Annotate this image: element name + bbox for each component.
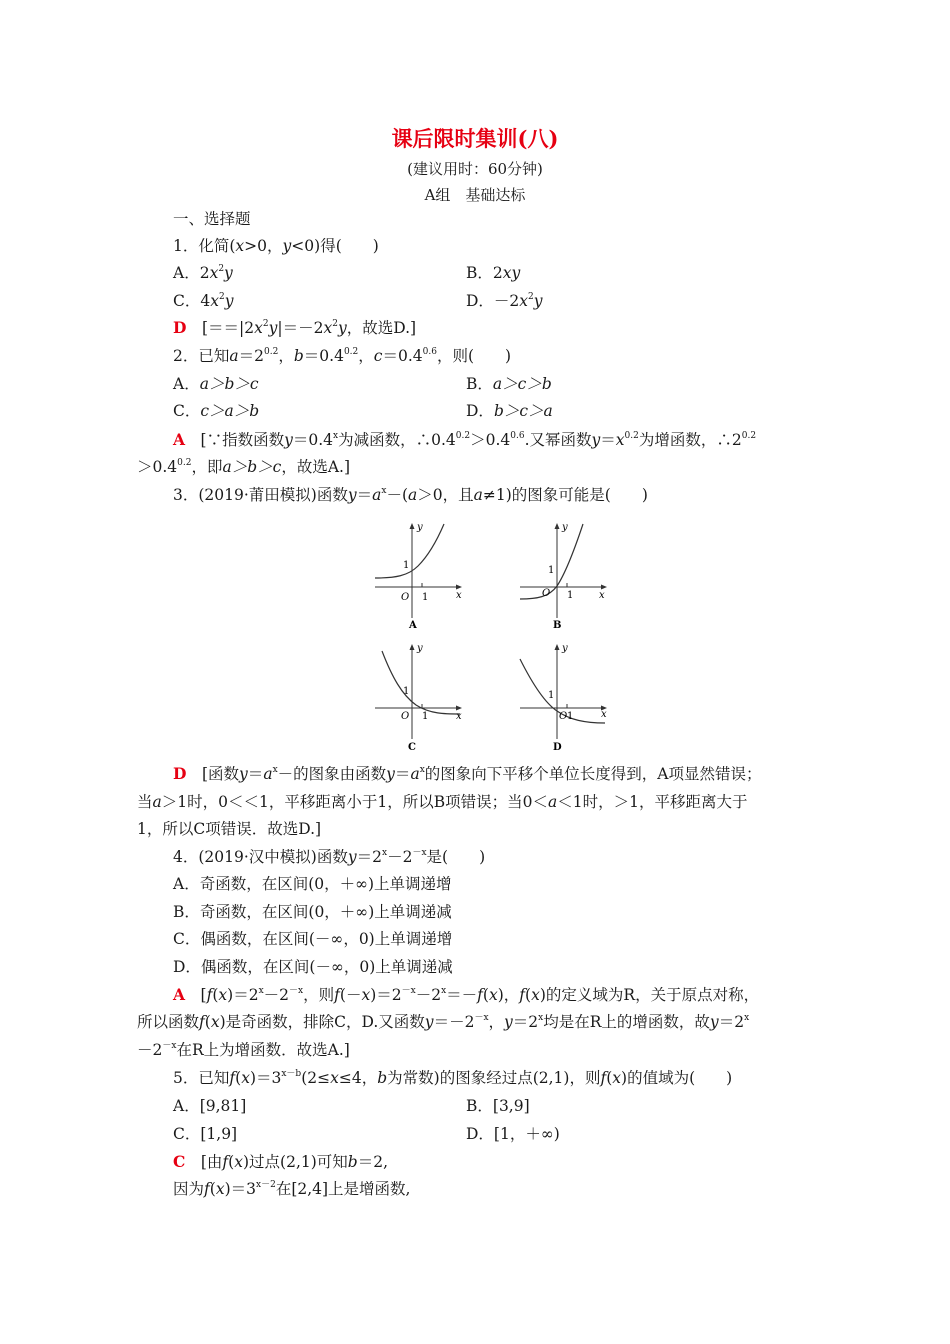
q4-answer-line2: 所以函数f(x)是奇函数，排除C，D.又函数$y=-2^{-x}$，$y=2^x$均是在R上的增函数，故$y=2^x$	[137, 1013, 750, 1031]
q2-stem: 2．已知$a=2^{0.2}$，$b=0.4^{0.2}$，$c=0.4^{0.6}$，则( )	[173, 347, 512, 365]
svg-text:O: O	[401, 711, 410, 722]
q4-answer-line3: $-2^{-x}$在R上为增函数．故选A.]	[137, 1041, 350, 1059]
q3-answer-line3: 1，所以C项错误．故选D.]	[137, 820, 322, 838]
svg-text:1: 1	[422, 592, 429, 603]
q3-stem: 3．(2019·莆田模拟)函数$y=a^x-(a>0$，且a≠1)的图象可能是( )	[173, 486, 648, 504]
answer-letter: D	[173, 764, 187, 783]
q5-answer-line1: C [由f(x)过点(2,1)可知b＝2,	[173, 1152, 389, 1171]
answer-letter: C	[173, 1152, 186, 1171]
graph-a	[370, 518, 470, 633]
q2-answer-line2: $>0.4^{0.2}$，即a＞b＞c，故选A.]	[137, 458, 351, 476]
svg-text:x: x	[456, 590, 462, 601]
q2-answer-line1: A [∵指数函数$y=0.4^x$为减函数，$\therefore 0.4^{0.2}>0.4^{0.6}$.又幂函数$y=x^{0.2}$为增函数，$\therefore 2^{0.2}$	[173, 430, 757, 449]
graph-c	[370, 637, 470, 755]
svg-text:1: 1	[548, 565, 555, 576]
q4-stem: 4．(2019·汉中模拟)函数$y=2^x-2^{-x}$是( )	[173, 848, 486, 866]
svg-text:1: 1	[548, 690, 555, 701]
svg-text:y: y	[562, 643, 568, 654]
section-heading: 一、选择题	[173, 210, 251, 228]
q1-option-b: B．2xy	[466, 264, 521, 282]
answer-letter: A	[173, 430, 186, 449]
svg-text:y: y	[562, 522, 568, 533]
q4-option-b: B．奇函数，在区间(0，＋∞)上单调递减	[173, 903, 452, 921]
q1-option-c: C．$4x^2y$	[173, 292, 234, 310]
svg-text:1: 1	[567, 590, 574, 601]
page-title: 课后限时集训(八)	[391, 126, 559, 151]
svg-text:1: 1	[403, 560, 410, 571]
svg-text:C: C	[408, 742, 416, 753]
group-heading: A组 基础达标	[424, 186, 526, 204]
svg-text:A: A	[409, 620, 417, 631]
q2-option-a: A．a＞b＞c	[173, 375, 259, 393]
q1-stem: 1．化简(x>0，y<0)得( )	[173, 237, 379, 255]
svg-text:O: O	[401, 592, 410, 603]
q1-answer: D [$==|2x^2y|=-2x^2y$，故选D.]	[173, 318, 417, 337]
svg-text:1: 1	[403, 686, 410, 697]
q4-option-a: A．奇函数，在区间(0，＋∞)上单调递增	[173, 875, 452, 893]
q5-option-b: B．[3,9]	[466, 1097, 530, 1115]
q4-answer-line1: A [$f(x)=2^x-2^{-x}$，则$f(-x)=2^{-x}-2^x=-f(x)$，f(x)的定义域为R，关于原点对称，	[173, 985, 760, 1004]
answer-letter: A	[173, 985, 186, 1004]
q1-option-a: A．$2x^2y$	[173, 264, 233, 282]
svg-text:x: x	[601, 709, 607, 720]
q5-stem: 5．已知$f(x)=3^{x-b}(2\le x\le 4$，b为常数)的图象经过点(2,1)，则f(x)的值域为( )	[173, 1069, 733, 1087]
q2-option-c: C．c＞a＞b	[173, 402, 260, 420]
svg-text:D: D	[553, 742, 562, 753]
svg-text:x: x	[456, 711, 462, 722]
q5-option-d: D．[1，＋∞)	[466, 1125, 560, 1143]
q1-option-d: D．$-2x^2y$	[466, 292, 543, 310]
answer-letter: D	[173, 318, 187, 337]
q3-answer-line1: D [函数$y=a^x-$的图象由函数$y=a^x$的图象向下平移个单位长度得到，A项显然错误；	[173, 764, 762, 783]
q4-option-c: C．偶函数，在区间(－∞，0)上单调递增	[173, 930, 453, 948]
q3-answer-line2: 当a＞1时，0＜＜1，平移距离小于1，所以B项错误；当0＜a＜1时，＞1，平移距离大于	[137, 793, 748, 811]
svg-text:1: 1	[422, 711, 429, 722]
svg-text:B: B	[553, 620, 562, 631]
graph-b	[515, 518, 615, 633]
svg-text:O: O	[559, 711, 568, 722]
svg-text:y: y	[417, 522, 423, 533]
q2-option-d: D．b＞c＞a	[466, 402, 553, 420]
svg-text:x: x	[599, 590, 605, 601]
q5-option-a: A．[9,81]	[173, 1097, 247, 1115]
q2-option-b: B．a＞c＞b	[466, 375, 552, 393]
svg-text:1: 1	[567, 711, 574, 722]
q5-answer-line2: 因为$f(x)=3^{x-2}$在[2,4]上是增函数,	[173, 1180, 411, 1198]
svg-text:O: O	[542, 588, 551, 599]
graph-d	[515, 637, 615, 755]
svg-text:y: y	[417, 643, 423, 654]
q5-option-c: C．[1,9]	[173, 1125, 238, 1143]
suggested-time: (建议用时：60分钟)	[407, 160, 543, 178]
q4-option-d: D．偶函数，在区间(－∞，0)上单调递减	[173, 958, 453, 976]
